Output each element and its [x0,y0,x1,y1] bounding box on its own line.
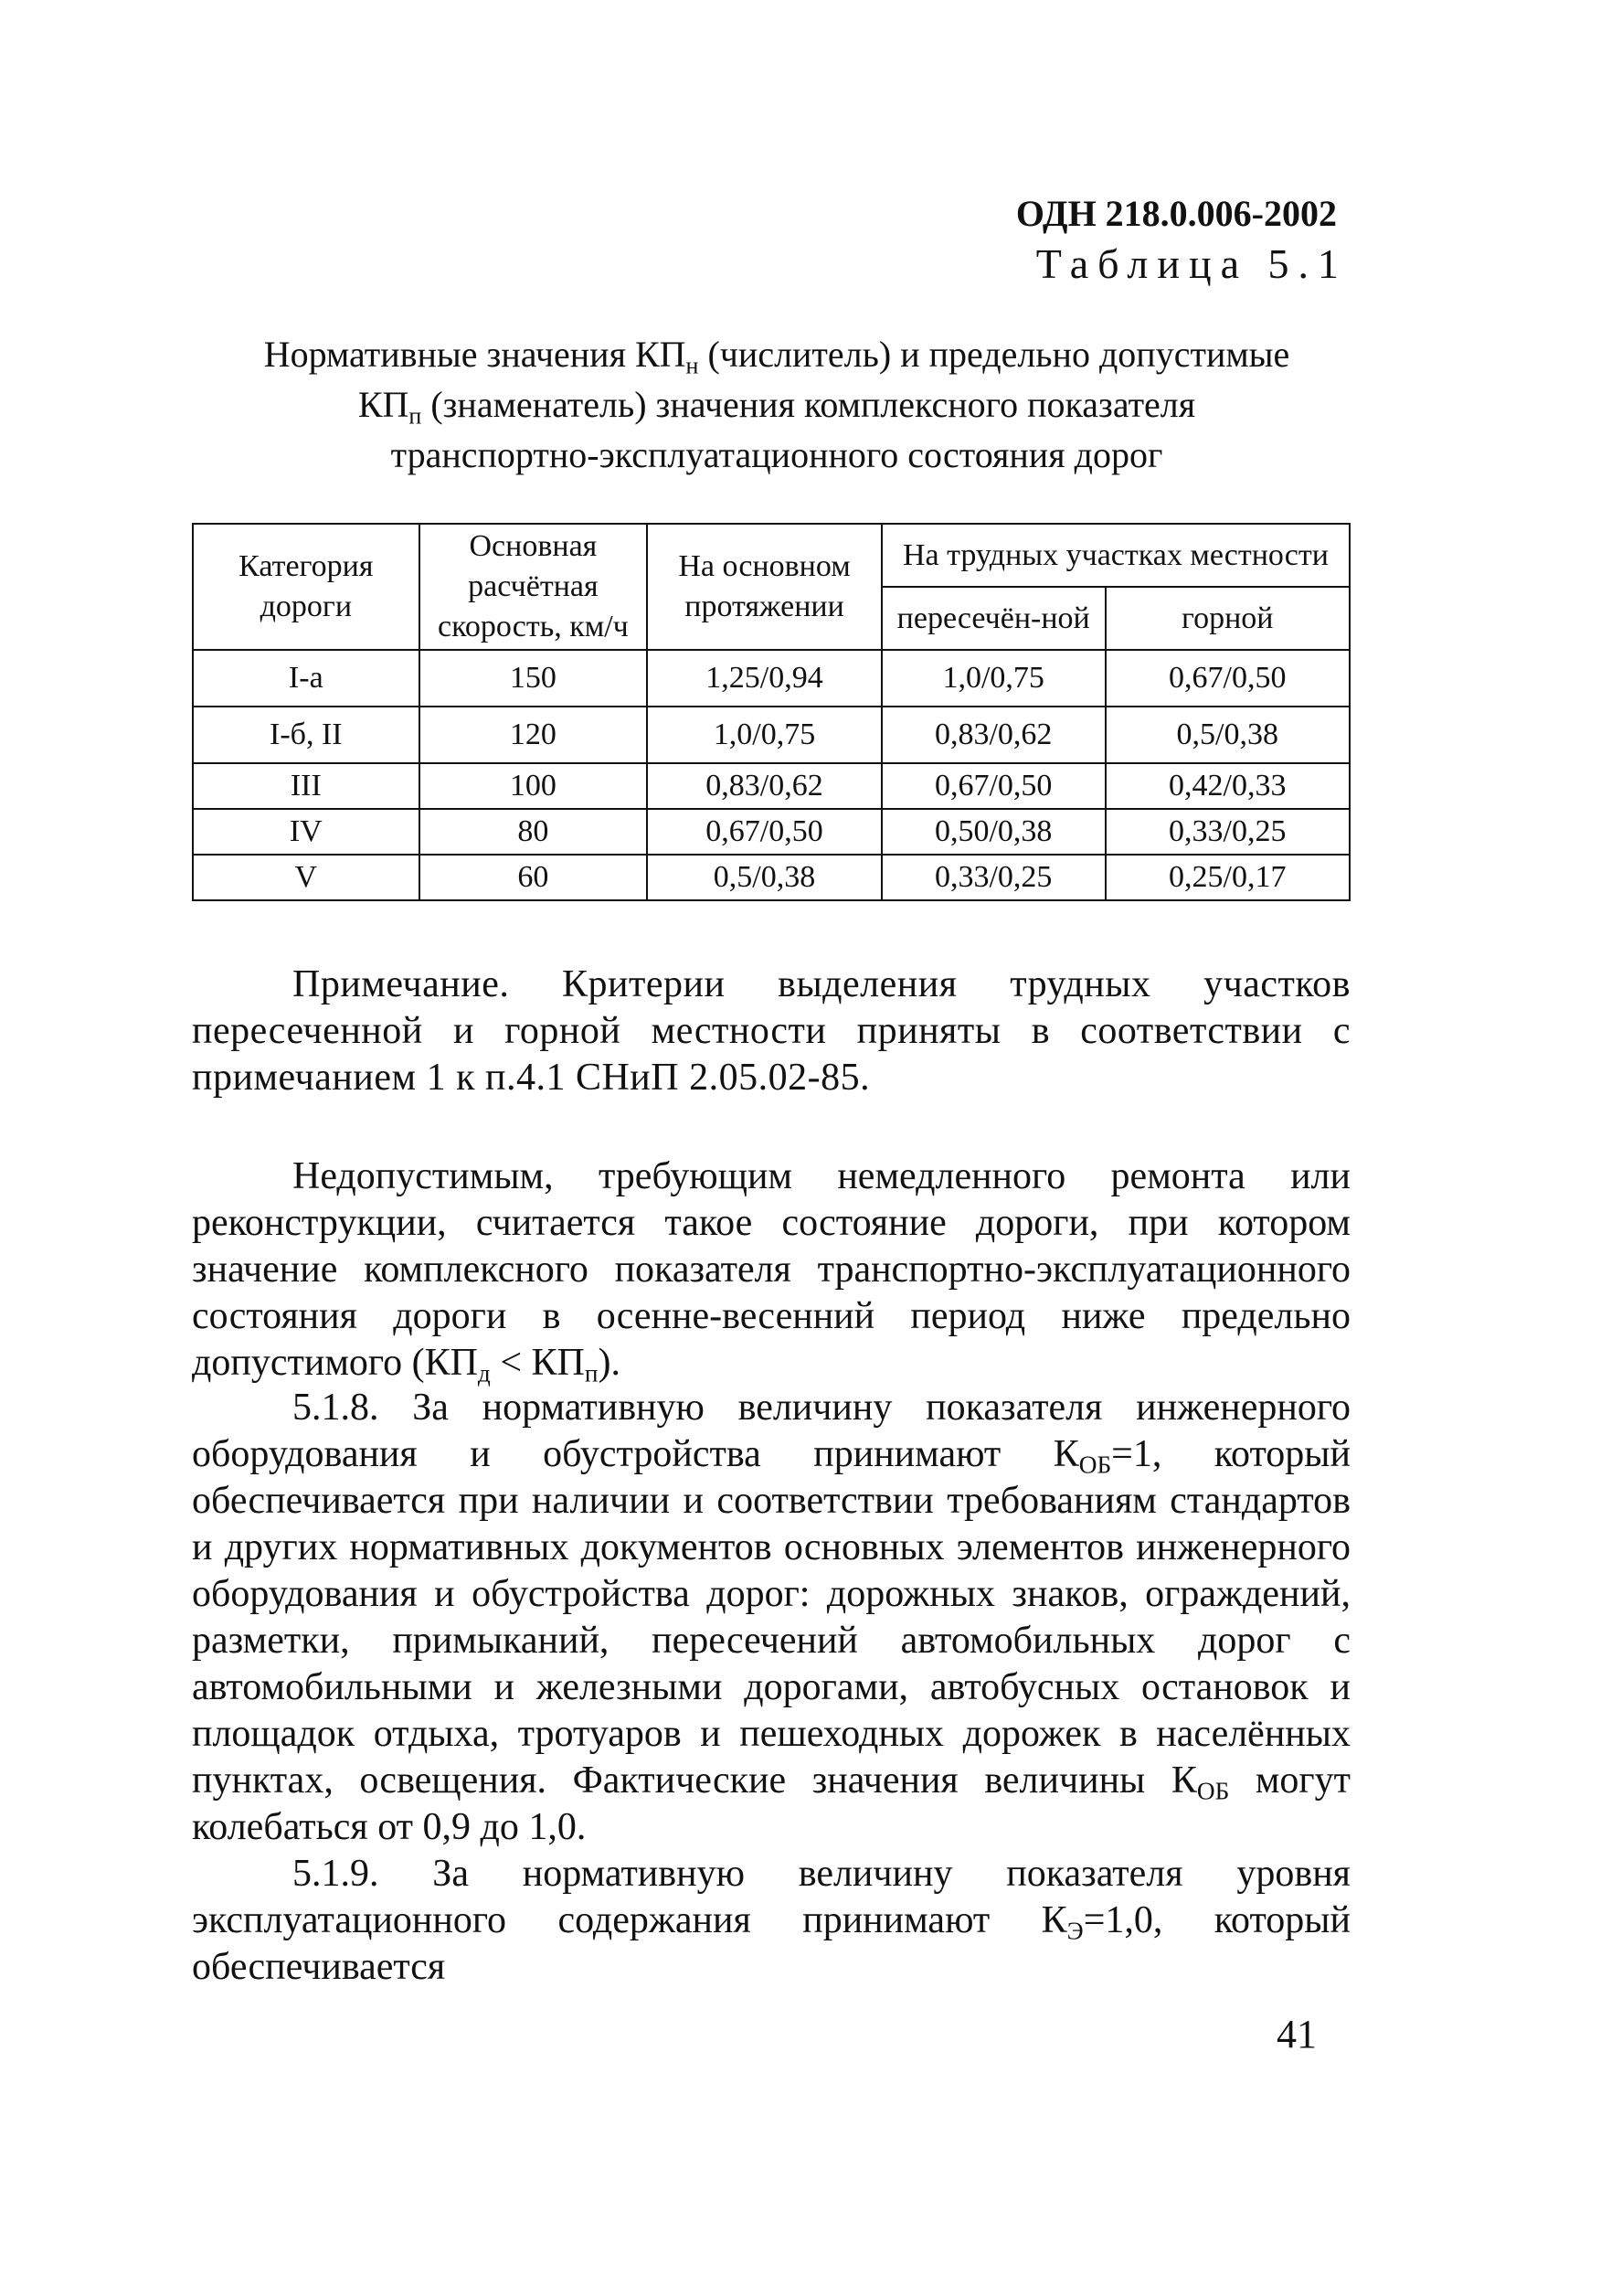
cell-speed: 150 [419,650,648,707]
cell-category: IV [193,809,419,855]
table-row [193,650,1350,707]
paragraph-5-1-9: 5.1.9. За нормативную величину показателя уровня эксплуатационного содержания принимают $К_Э=1,0$, который обеспечивается [192,1853,1351,1988]
header-speed: Основная расчётная скорость, км/ч [419,524,648,650]
header-difficult: На трудных участках местности [882,524,1350,587]
cell-mountain: 0,33/0,25 [1106,809,1350,855]
table-row [193,707,1350,763]
cell-category: I-а [193,650,419,707]
cell-category: III [193,763,419,809]
cell-mountain: 0,5/0,38 [1106,707,1350,763]
cell-main: 1,0/0,75 [647,707,882,763]
cell-speed: 60 [419,855,648,900]
table-row [193,809,1350,855]
cell-main: 0,5/0,38 [647,855,882,900]
paragraph-inadmissible-state: Недопустимым, требующим немедленного ремонта или реконструкции, считается такое состояние дороги, при котором значение комплексного показателя транспортно-эксплуатационного состояния дороги в осенне-весенний период ниже предельно допустимого $(КП_д < КП_п)$. [192,1155,1351,1387]
cell-main: 1,25/0,94 [647,650,882,707]
cell-rough: 1,0/0,75 [882,650,1106,707]
table-header-row [193,524,1350,587]
header-main: На основном протяжении [647,524,882,650]
cell-rough: 0,33/0,25 [882,855,1106,900]
table-title [183,329,1371,480]
header-category: Категория дороги [193,524,419,650]
cell-rough: 0,67/0,50 [882,763,1106,809]
cell-category: I-б, II [193,707,419,763]
table-title-line-3: транспортно-эксплуатационного состояния дорог [390,434,1163,475]
page-number: 41 [1277,2012,1317,2057]
header-rough: пересечён-ной [882,587,1106,650]
cell-mountain: 0,42/0,33 [1106,763,1350,809]
cell-rough: 0,50/0,38 [882,809,1106,855]
table-title-line-2: $КП_п$ (знаменатель) значения комплексного показателя [357,384,1196,430]
table-title-line-1: Нормативные значения $КП_н$ (числитель) и предельно допустимые [263,334,1290,379]
cell-speed: 80 [419,809,648,855]
cell-main: 0,67/0,50 [647,809,882,855]
norms-table [192,523,1351,901]
table-row [193,855,1350,900]
cell-mountain: 0,67/0,50 [1106,650,1350,707]
cell-category: V [193,855,419,900]
table-label: Таблица 5.1 [1035,240,1348,287]
cell-speed: 100 [419,763,648,809]
cell-main: 0,83/0,62 [647,763,882,809]
table-note: Примечание. Критерии выделения трудных участков пересеченной и горной местности приняты в соответствии с примечанием 1 к п.4.1 СНиП 2.05.02-85. [192,963,1351,1099]
document-code: ОДН 218.0.006-2002 [1015,193,1337,234]
cell-speed: 120 [419,707,648,763]
cell-mountain: 0,25/0,17 [1106,855,1350,900]
header-mountain: горной [1106,587,1350,650]
cell-rough: 0,83/0,62 [882,707,1106,763]
paragraph-5-1-8: 5.1.8. За нормативную величину показателя инженерного оборудования и обустройства принимают $К_{ОБ}=1$, который обеспечивается при наличии и соответствии требованиям стандартов и других нормативных документов основных элементов инженерного оборудования и обустройства дорог: дорожных знаков, ограждений, разметки, примыканий, пересечений автомобильных дорог с автомобильными и железными дорогами, автобусных остановок и площадок отдыха, тротуаров и пешеходных дорожек в населённых пунктах, освещения. Фактические значения величины $К_{ОБ}$ могут колебаться от 0,9 до 1,0. [192,1387,1351,1848]
table-row [193,763,1350,809]
